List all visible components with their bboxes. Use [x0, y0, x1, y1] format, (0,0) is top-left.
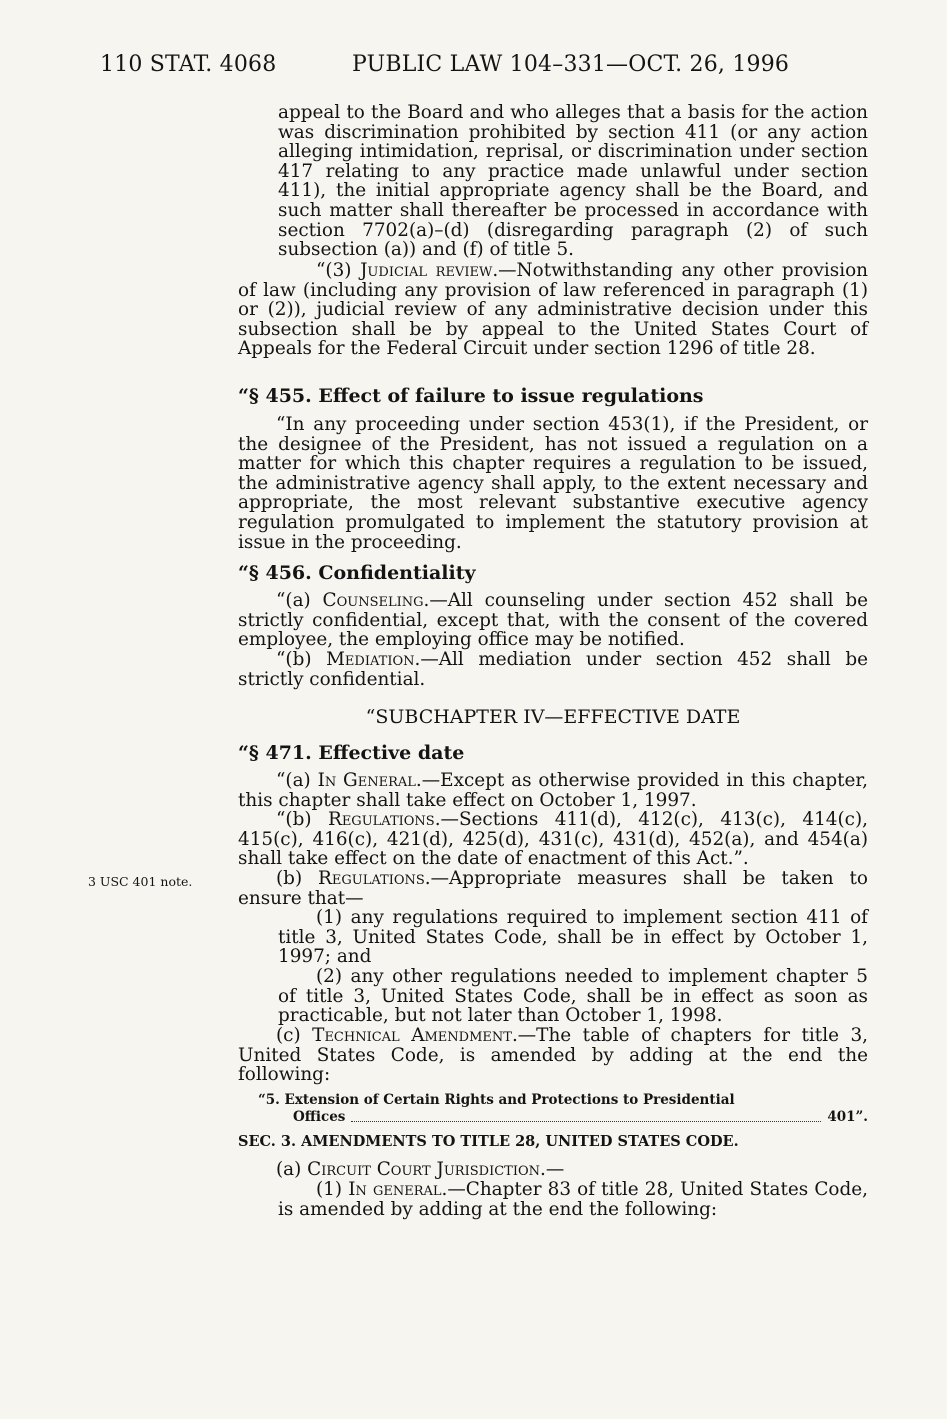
subchapter-iv-title: “SUBCHAPTER IV—EFFECTIVE DATE — [365, 706, 741, 728]
section-471-heading: “§ 471. Effective date — [238, 742, 465, 764]
regulations-item-1: (1) any regulations required to implement section 411 of title 3, United States Code, shall be in effect by October 1, 1997; and — [278, 907, 868, 968]
section-455-heading: “§ 455. Effect of failure to issue regulations — [238, 385, 704, 407]
chapter-table-entry — [258, 1092, 868, 1126]
mediation-paragraph: “(b) Mediation.—All mediation under section 452 shall be strictly confidential. — [238, 649, 868, 690]
regulations-item-2: (2) any other regulations needed to implement chapter 5 of title 3, United States Code, shall be in effect as soon as practicable, but not later than October 1, 1998. — [278, 966, 868, 1027]
toc-entry-title-cont: Offices — [293, 1109, 346, 1125]
public-law-header: PUBLIC LAW 104–331—OCT. 26, 1996 — [352, 52, 790, 77]
regulations-effective-paragraph: “(b) Regulations.—Sections 411(d), 412(c), 413(c), 414(c), 415(c), 416(c), 421(d), 425(d), 431(c), 431(d), 452(a), and 454(a) shall take effect on the date of enactment of this Act.”. — [238, 809, 868, 870]
counseling-paragraph: “(a) Counseling.—All counseling under section 452 shall be strictly confidential, except that, with the consent of the covered employee, the employing office may be notified. — [238, 590, 868, 651]
toc-entry-title: “5. Extension of Certain Rights and Protections to Presidential — [258, 1092, 735, 1108]
in-general-paragraph: “(a) In General.—Except as otherwise provided in this chapter, this chapter shall take effect on October 1, 1997. — [238, 770, 869, 811]
judicial-review-paragraph: “(3) Judicial review.—Notwithstanding any other provision of law (including any provision of law referenced in paragraph (1) or (2)), judicial review of any administrative decision under this subsection shall be by appeal to the United States Court of Appeals for the Federal Circuit under section 1296 of title 28. — [238, 260, 868, 360]
technical-amendment-paragraph: (c) Technical Amendment.—The table of chapters for title 3, United States Code, is amended by adding at the end the following: — [238, 1025, 869, 1086]
margin-note: 3 USC 401 note. — [88, 874, 193, 889]
regulations-measures-paragraph: (b) Regulations.—Appropriate measures shall be taken to ensure that— — [238, 868, 868, 909]
section-455-paragraph: “In any proceeding under section 453(1), if the President, or the designee of the President, has not issued a regulation on a matter for which this chapter requires a regulation to be issued, the administrative agency shall apply, to the extent necessary and appropriate, the most relevant substantive executive agency regulation promulgated to implement the statutory provision at issue in the proceeding. — [238, 414, 868, 553]
circuit-court-jurisdiction: (a) Circuit Court Jurisdiction.— — [276, 1159, 565, 1180]
section-3-heading: SEC. 3. AMENDMENTS TO TITLE 28, UNITED STATES CODE. — [238, 1133, 739, 1150]
toc-leader-dots — [351, 1121, 821, 1122]
page-stat-number: 110 STAT. 4068 — [100, 52, 277, 77]
section-456-heading: “§ 456. Confidentiality — [238, 562, 476, 584]
board-appeal-paragraph: appeal to the Board and who alleges that a basis for the action was discrimination prohibited by section 411 (or any action alleging intimidation, reprisal, or discrimination under section 417 relating to any practice made unlawful under section 411), the initial appropriate agency shall be the Board, and such matter shall thereafter be processed in accordance with section 7702(a)–(d) (disregarding paragraph (2) of such subsection (a)) and (f) of title 5. — [278, 102, 868, 261]
toc-entry-number: 401”. — [827, 1109, 868, 1125]
in-general-chapter-83: (1) In general.—Chapter 83 of title 28, United States Code, is amended by adding at the end the following: — [278, 1179, 868, 1220]
